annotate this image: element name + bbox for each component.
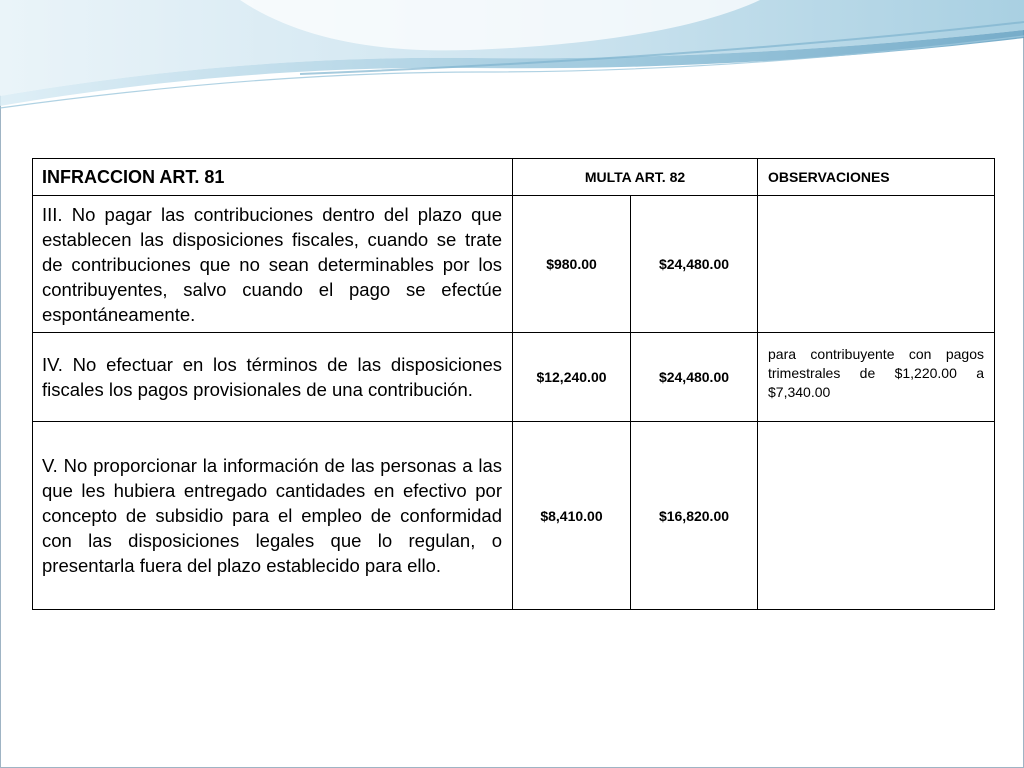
infraction-text: III. No pagar las contribuciones dentro del plazo que establecen las disposiciones fiscales, cuando se trate de contribuciones que no sean determinables por los contribuyentes, salvo cuando el pago se efectúe espontáneamente. [33,196,513,333]
multa-min: $980.00 [513,196,631,333]
observaciones-cell: para contribuyente con pagos trimestrales de $1,220.00 a $7,340.00 [758,333,995,422]
multa-max: $24,480.00 [631,333,758,422]
header-wave-decoration [0,0,1024,120]
header-observaciones: OBSERVACIONES [758,159,995,196]
infraction-text: IV. No efectuar en los términos de las disposiciones fiscales los pagos provisionales de una contribución. [33,333,513,422]
infraction-text: V. No proporcionar la información de las personas a las que les hubiera entregado cantidades en efectivo por concepto de subsidio para el empleo de conformidad con las disposiciones legales que lo regulan, o presentarla fuera del plazo establecido para ello. [33,422,513,610]
multa-max: $24,480.00 [631,196,758,333]
table-row [33,422,995,610]
infractions-table [32,158,995,610]
header-infraccion: INFRACCION ART. 81 [33,159,513,196]
table-row [33,196,995,333]
multa-min: $12,240.00 [513,333,631,422]
header-multa: MULTA ART. 82 [513,159,758,196]
table-row [33,333,995,422]
multa-min: $8,410.00 [513,422,631,610]
multa-max: $16,820.00 [631,422,758,610]
table-header-row [33,159,995,196]
observaciones-cell [758,196,995,333]
observaciones-cell [758,422,995,610]
